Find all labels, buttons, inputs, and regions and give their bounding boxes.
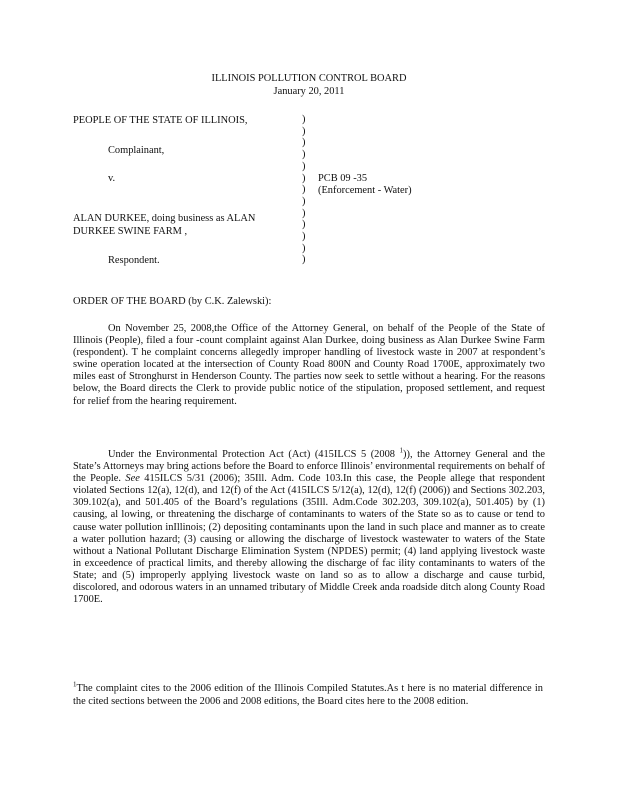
board-title: ILLINOIS POLLUTION CONTROL BOARD <box>211 73 407 84</box>
complainant-party: PEOPLE OF THE STATE OF ILLINOIS, <box>73 115 248 126</box>
paragraph-text-part: )), the Attorney General and the State’s Attorneys may bring actions before the Board to enforce Illinois’ environmental requirements on behalf of the People. <box>73 449 545 485</box>
paragraph-text-part: Under the Environmental Protection Act (Act) (415ILCS 5 (2008 <box>108 449 395 460</box>
respondent-label: Respondent. <box>108 255 160 266</box>
see-signal: See <box>125 473 140 485</box>
body-paragraph-1 <box>73 323 545 408</box>
footnote-reference[interactable]: 1 <box>399 446 404 455</box>
paragraph-text: On November 25, 2008,the Office of the Attorney General, on behalf of the People of the State of Illinois (People), filed a four -count complaint against Alan Durkee, doing business as Alan Durkee Swine Farm (respondent). T he complaint concerns allegedly improper handling of livestock waste in 2007 at respondent’s swine operation located at the intersection of County Road 800N and County Road 1700E, approximately two miles east of Stronghurst in Henderson County. The parties now seek to settle without a hearing. For the reasons below, the Board directs the Clerk to provide public notice of the stipulation, proposed settlement, and request for relief from the hearing requirement. <box>73 323 545 407</box>
respondent-party-line2: DURKEE SWINE FARM , <box>73 226 188 237</box>
footnote-text: The complaint cites to the 2006 edition of the Illinois Compiled Statutes.As t here is no material difference in the cited sections between the 2006 and 2008 editions, the Board cites here to the 2008 edition. <box>73 683 543 707</box>
respondent-party-line1: ALAN DURKEE, doing business as ALAN <box>73 213 256 224</box>
order-date: January 20, 2011 <box>273 86 345 97</box>
case-number: PCB 09 -35 <box>318 173 368 184</box>
caption-parentheses: ) ) ) ) ) ) ) ) ) ) ) ) ) <box>302 114 306 266</box>
footnote <box>73 680 543 708</box>
complainant-label: Complainant, <box>108 145 165 156</box>
versus-label: v. <box>108 173 116 184</box>
case-type: (Enforcement - Water) <box>318 185 412 196</box>
body-paragraph-2 <box>73 446 545 606</box>
footnote-mark: 1 <box>73 680 77 689</box>
order-heading: ORDER OF THE BOARD (by C.K. Zalewski): <box>73 296 272 307</box>
paragraph-text <box>73 446 545 606</box>
paragraph-text-part: 415ILCS 5/31 (2006); 35Ill. Adm. Code 103.In this case, the People allege that respondent violated Sections 12(a), 12(d), and 12(f) of the Act (415ILCS 5/12(a), 12(d), 12(f) (2006)) and Sections 302.203, 309.102(a), and 501.405 of the Board’s regulations (35Ill. Adm.Code 302.203, 309.102(a), 501.405) by (1) causing, al lowing, or threatening the discharge of contaminants to waters of the State so as to cause or tend to cause water pollution inIllinois; (2) depositing contaminants upon the land in such place and manner as to create a water pollution hazard; (3) causing or allowing the discharge of livestock wastewater to waters of the State without a National Pollutant Discharge Elimination System (NPDES) permit; (4) land applying livestock waste in exceedence of practical limits, and thereby allowing the discharge of fac ility contaminants to waters of the State; and (5) improperly applying livestock waste on land so as to allow a discharge and cause turbid, discolored, and odorous waters in an unnamed tributary of Middle Creek anda roadside ditch along County Road 1700E. <box>73 473 545 606</box>
